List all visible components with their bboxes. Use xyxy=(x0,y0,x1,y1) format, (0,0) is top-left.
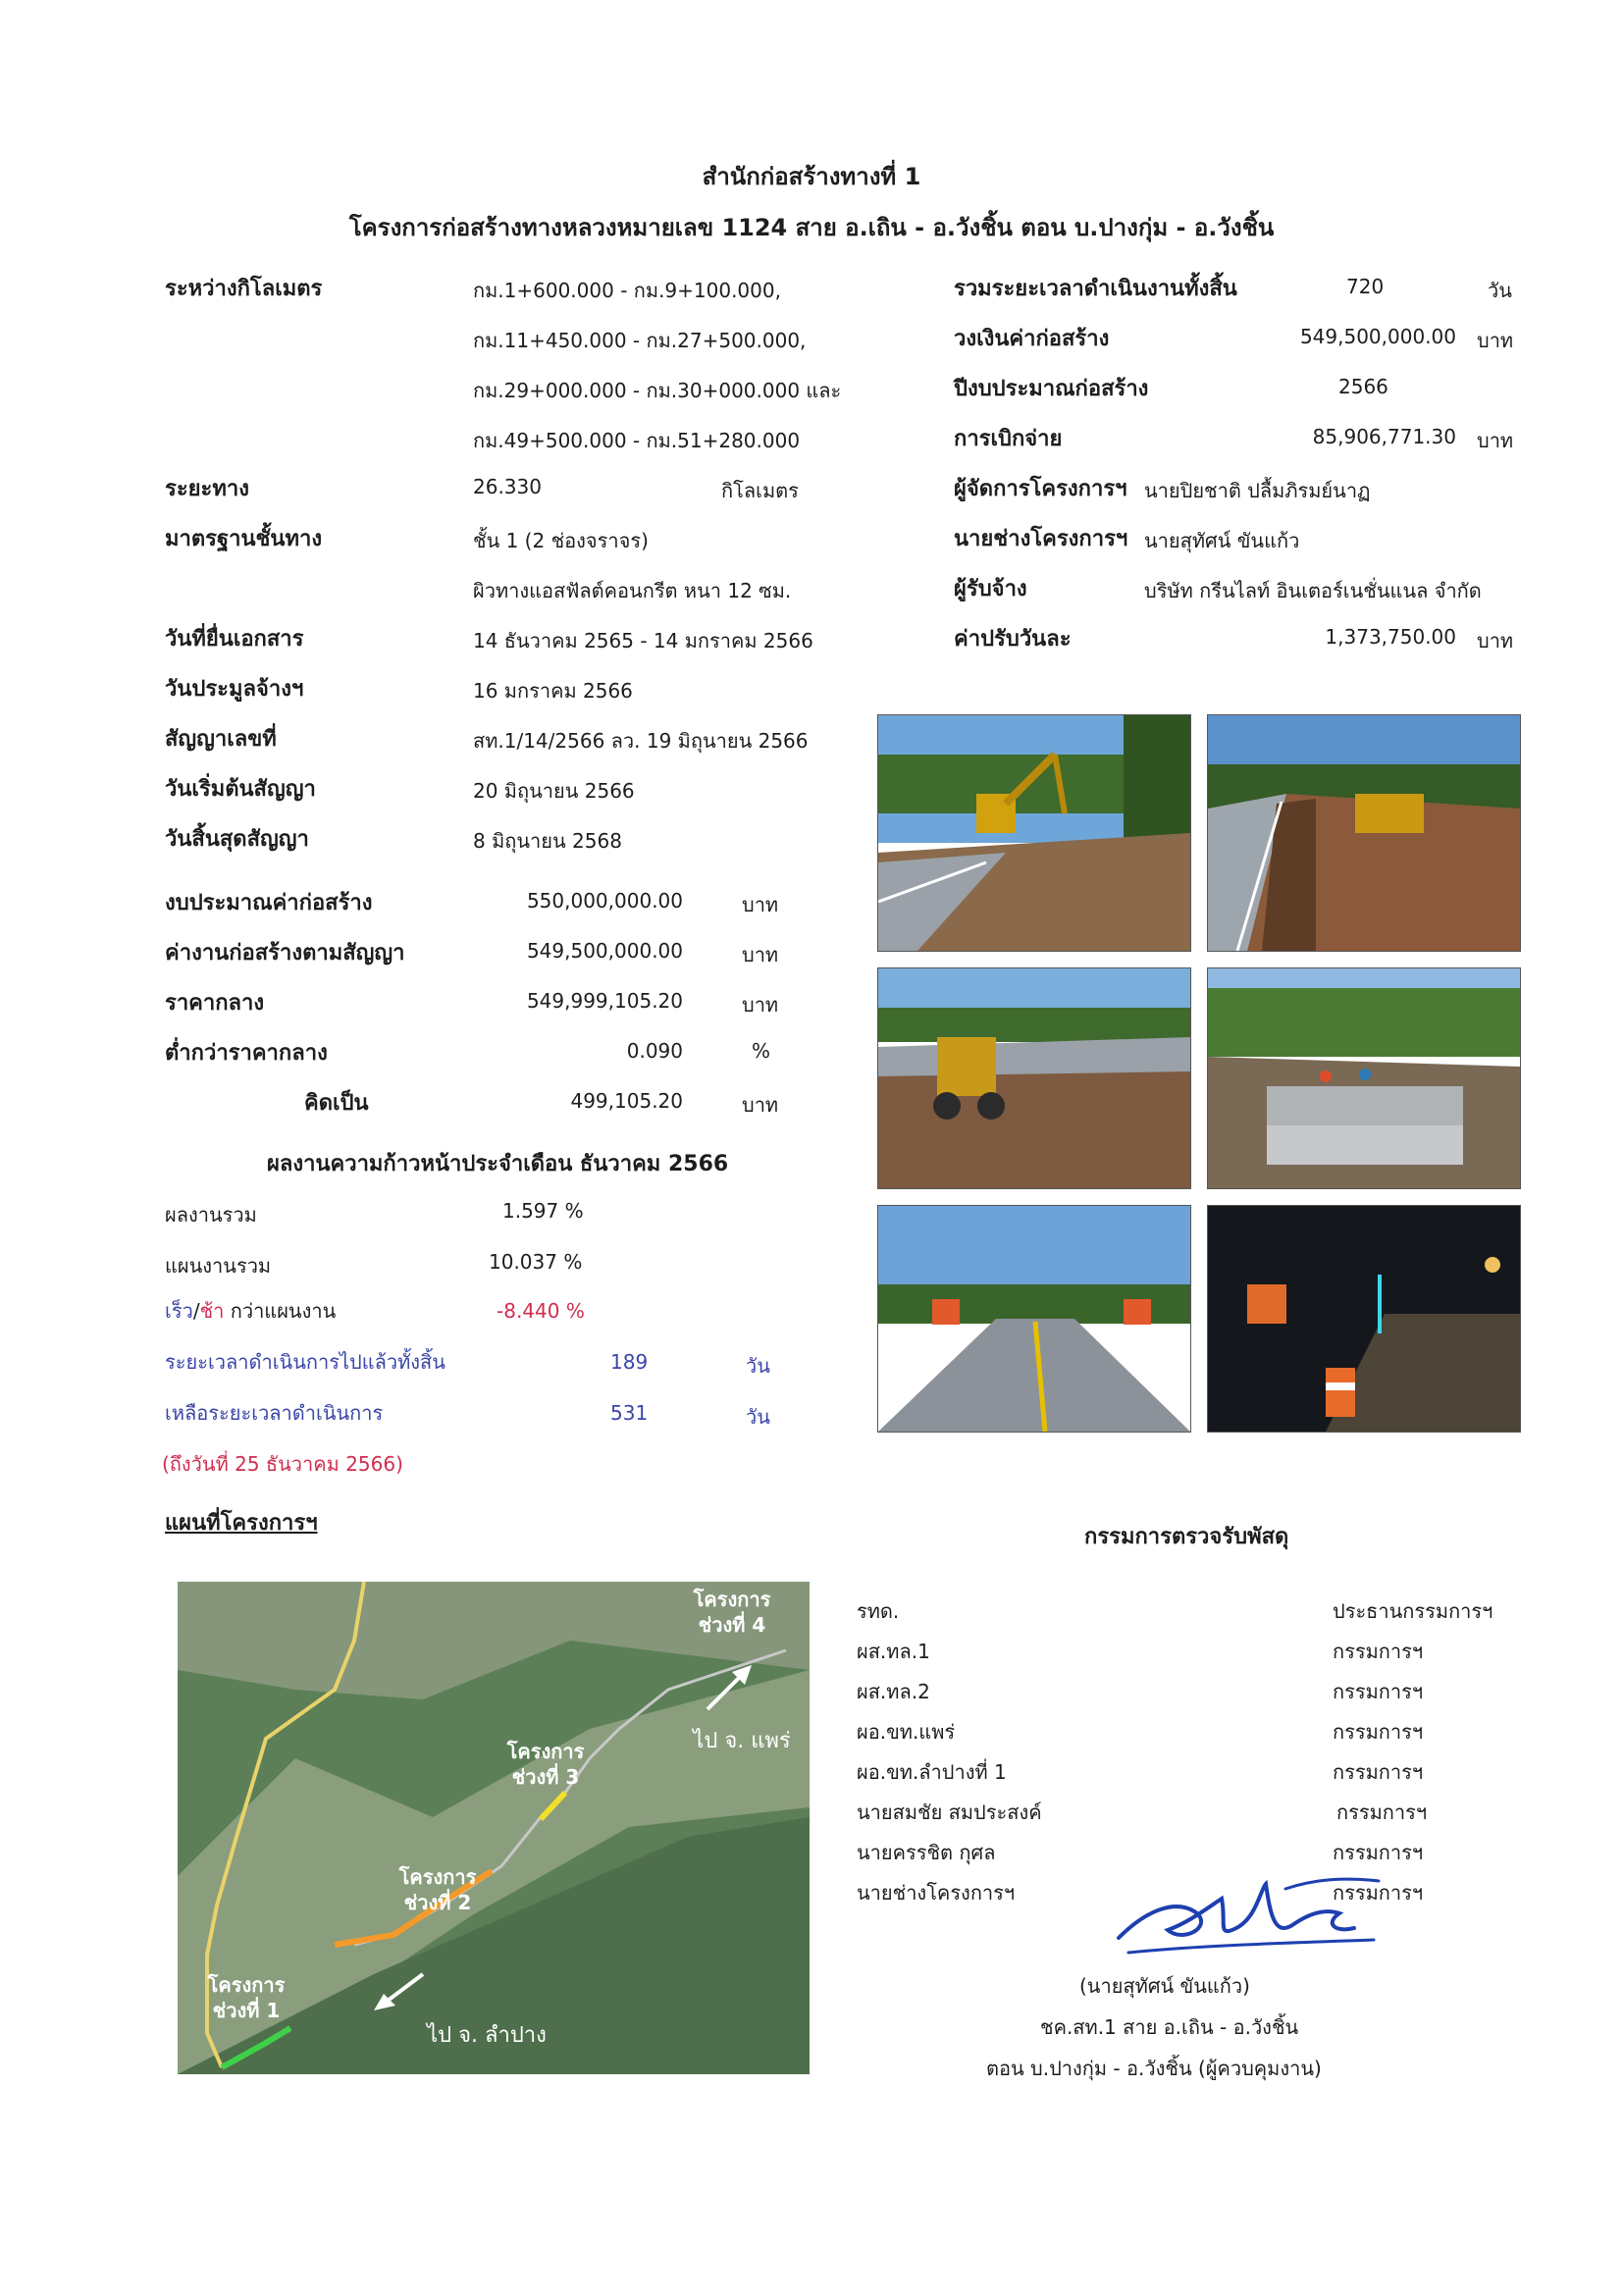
disburse-value: 85,906,771.30 xyxy=(1312,425,1456,448)
disburse-label: การเบิกจ่าย xyxy=(954,427,1063,451)
disburse-unit: บาท xyxy=(1477,429,1514,452)
budget-row-label: ต่ำกว่าราคากลาง xyxy=(165,1041,328,1066)
fast-word: เร็ว xyxy=(165,1299,193,1323)
budget-row-unit: บาท xyxy=(742,943,779,966)
plan-progress-label: แผนงานรวม xyxy=(165,1254,272,1278)
km-line-4: กม.49+500.000 - กม.51+280.000 xyxy=(473,429,801,452)
grader-trench-photo xyxy=(1207,714,1521,952)
road-signs-photo xyxy=(877,1205,1191,1433)
budget-value: 549,500,000.00 xyxy=(1299,325,1456,348)
as-of-date: (ถึงวันที่ 25 ธันวาคม 2566) xyxy=(162,1452,403,1476)
remaining-unit: วัน xyxy=(746,1405,770,1429)
slow-word: ช้า xyxy=(199,1299,225,1323)
standard-label: มาตรฐานชั้นทาง xyxy=(165,527,323,551)
fast-slow-label xyxy=(165,1295,336,1327)
committee-member-name: ผส.ทล.1 xyxy=(857,1640,930,1663)
plan-progress-value: 10.037 % xyxy=(489,1250,583,1274)
committee-member-name: รทด. xyxy=(857,1599,900,1623)
slash: / xyxy=(192,1299,200,1323)
bid-date-label: วันประมูลจ้างฯ xyxy=(165,677,304,702)
elapsed-value: 189 xyxy=(610,1350,649,1374)
committee-member-name: นายครรชิต กุศล xyxy=(857,1841,996,1864)
signer-name: (นายสุทัศน์ ขันแก้ว) xyxy=(1079,1974,1250,1998)
map-label-to-lampang: ไป จ. ลำปาง xyxy=(427,2023,547,2048)
km-line-2: กม.11+450.000 - กม.27+500.000, xyxy=(473,329,807,352)
remaining-value: 531 xyxy=(610,1401,649,1425)
standard-value: ชั้น 1 (2 ช่องจราจร) xyxy=(473,529,649,552)
fine-label: ค่าปรับวันละ xyxy=(954,627,1072,652)
fine-value: 1,373,750.00 xyxy=(1325,625,1456,649)
budget-row-unit: % xyxy=(752,1039,771,1063)
committee-member-name: นายช่างโครงการฯ xyxy=(857,1881,1016,1905)
project-title: โครงการก่อสร้างทางหลวงหมายเลข 1124 สาย อ.เถิน - อ.วังชิ้น ตอน บ.ปางกุ่ม - อ.วังชิ้น xyxy=(348,214,1275,241)
duration-label: รวมระยะเวลาดำเนินงานทั้งสิ้น xyxy=(954,277,1237,301)
manager-label: ผู้จัดการโครงการฯ xyxy=(954,477,1127,501)
fiscal-year-label: ปีงบประมาณก่อสร้าง xyxy=(954,377,1149,401)
handwritten-signature xyxy=(1089,1869,1384,1977)
budget-unit: บาท xyxy=(1477,329,1514,352)
budget-row-unit: บาท xyxy=(742,1093,779,1117)
km-line-3: กม.29+000.000 - กม.30+000.000 และ xyxy=(473,379,842,402)
actual-progress-value: 1.597 % xyxy=(502,1199,584,1223)
contractor-label: ผู้รับจ้าง xyxy=(954,577,1027,601)
contract-no-value: สท.1/14/2566 ลว. 19 มิถุนายน 2566 xyxy=(473,729,809,753)
fiscal-year-value: 2566 xyxy=(1338,375,1388,398)
distance-label: ระยะทาง xyxy=(165,477,249,501)
contract-no-label: สัญญาเลขที่ xyxy=(165,727,277,752)
committee-member-role: กรรมการฯ xyxy=(1336,1800,1428,1824)
budget-row-label: งบประมาณค่าก่อสร้าง xyxy=(165,891,373,915)
signer-section: ตอน บ.ปางกุ่ม - อ.วังชิ้น (ผู้ควบคุมงาน) xyxy=(986,2057,1322,2080)
committee-member-role: ประธานกรรมการฯ xyxy=(1333,1599,1493,1623)
budget-row-value: 0.090 xyxy=(626,1039,683,1063)
grader-road-photo xyxy=(877,967,1191,1189)
map-label-section-3: โครงการ ช่วงที่ 3 xyxy=(506,1740,585,1789)
budget-row-unit: บาท xyxy=(742,893,779,916)
map-label-section-2: โครงการ ช่วงที่ 2 xyxy=(398,1865,477,1914)
committee-member-role: กรรมการฯ xyxy=(1333,1640,1424,1663)
budget-label: วงเงินค่าก่อสร้าง xyxy=(954,327,1110,351)
budget-row-value: 549,999,105.20 xyxy=(526,989,683,1013)
committee-member-role: กรรมการฯ xyxy=(1333,1680,1424,1703)
actual-progress-label: ผลงานรวม xyxy=(165,1203,257,1226)
map-label-section-4: โครงการ ช่วงที่ 4 xyxy=(693,1588,771,1637)
map-heading: แผนที่โครงการฯ xyxy=(165,1511,318,1536)
committee-member-name: ผส.ทล.2 xyxy=(857,1680,930,1703)
start-date-value: 20 มิถุนายน 2566 xyxy=(473,779,635,803)
progress-title: ผลงานความก้าวหน้าประจำเดือน ธันวาคม 2566 xyxy=(267,1152,729,1176)
map-label-section-1: โครงการ ช่วงที่ 1 xyxy=(207,1973,286,2022)
committee-member-name: ผอ.ขท.แพร่ xyxy=(857,1720,956,1744)
committee-member-name: นายสมชัย สมประสงค์ xyxy=(857,1800,1042,1824)
culvert-work-photo xyxy=(1207,967,1521,1189)
project-map xyxy=(178,1582,810,2074)
duration-value: 720 xyxy=(1346,275,1385,298)
map-label-to-phrae: ไป จ. แพร่ xyxy=(693,1729,791,1753)
fine-unit: บาท xyxy=(1477,629,1514,652)
excavator-photo xyxy=(877,714,1191,952)
progress-diff-value: -8.440 % xyxy=(497,1299,585,1323)
contractor-value: บริษัท กรีนไลท์ อินเตอร์เนชั่นแนล จำกัด xyxy=(1144,579,1482,602)
committee-member-role: กรรมการฯ xyxy=(1333,1881,1424,1905)
surface-value: ผิวทางแอสฟัลต์คอนกรีต หนา 12 ซม. xyxy=(473,579,792,602)
night-road-photo xyxy=(1207,1205,1521,1433)
budget-row-value: 499,105.20 xyxy=(570,1089,683,1113)
bid-date-value: 16 มกราคม 2566 xyxy=(473,679,633,703)
budget-row-value: 549,500,000.00 xyxy=(526,939,683,963)
elapsed-unit: วัน xyxy=(746,1354,770,1378)
budget-row-label: คิดเป็น xyxy=(304,1091,369,1116)
committee-member-role: กรรมการฯ xyxy=(1333,1760,1424,1784)
budget-row-label: ราคากลาง xyxy=(165,991,265,1016)
vs-plan-text: กว่าแผนงาน xyxy=(224,1299,337,1323)
engineer-label: นายช่างโครงการฯ xyxy=(954,527,1128,551)
km-line-1: กม.1+600.000 - กม.9+100.000, xyxy=(473,279,781,302)
committee-title: กรรมการตรวจรับพัสดุ xyxy=(1084,1525,1289,1549)
budget-row-value: 550,000,000.00 xyxy=(526,889,683,913)
committee-member-name: ผอ.ขท.ลำปางที่ 1 xyxy=(857,1760,1007,1784)
km-label: ระหว่างกิโลเมตร xyxy=(165,277,323,301)
elapsed-label: ระยะเวลาดำเนินการไปแล้วทั้งสิ้น xyxy=(165,1350,445,1374)
signer-position: ชค.สท.1 สาย อ.เถิน - อ.วังชิ้น xyxy=(1040,2015,1299,2039)
engineer-value: นายสุทัศน์ ขันแก้ว xyxy=(1144,529,1300,552)
office-title: สำนักก่อสร้างทางที่ 1 xyxy=(702,163,921,190)
end-date-label: วันสิ้นสุดสัญญา xyxy=(165,827,309,852)
submit-date-value: 14 ธันวาคม 2565 - 14 มกราคม 2566 xyxy=(473,629,813,652)
distance-unit: กิโลเมตร xyxy=(721,479,799,502)
end-date-value: 8 มิถุนายน 2568 xyxy=(473,829,622,853)
duration-unit: วัน xyxy=(1488,279,1512,302)
committee-member-role: กรรมการฯ xyxy=(1333,1841,1424,1864)
budget-row-unit: บาท xyxy=(742,993,779,1017)
budget-row-label: ค่างานก่อสร้างตามสัญญา xyxy=(165,941,405,965)
manager-value: นายปิยชาติ ปลื้มภิรมย์นาฏ xyxy=(1144,479,1371,502)
distance-value: 26.330 xyxy=(473,475,542,498)
remaining-label: เหลือระยะเวลาดำเนินการ xyxy=(165,1401,384,1425)
committee-member-role: กรรมการฯ xyxy=(1333,1720,1424,1744)
submit-date-label: วันที่ยื่นเอกสาร xyxy=(165,627,304,652)
start-date-label: วันเริ่มต้นสัญญา xyxy=(165,777,316,802)
